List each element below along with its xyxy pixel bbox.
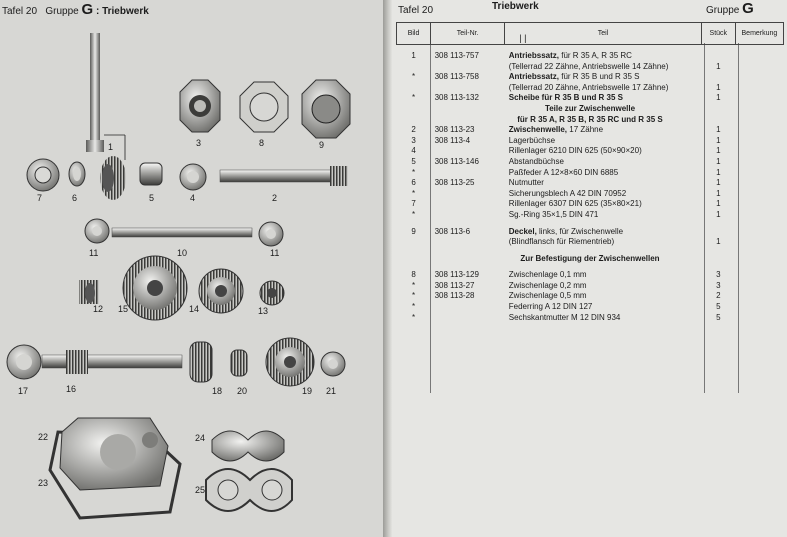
cell-bemerkung <box>735 125 783 136</box>
cell-teil-nr: 308 113-132 <box>434 93 479 103</box>
cell-teil <box>505 302 702 313</box>
header-bemerkung: Bemerkung <box>735 23 783 45</box>
cell-teil <box>505 313 702 324</box>
cell-bild <box>397 83 431 94</box>
part-19-gear <box>266 338 314 386</box>
cell-teil-nr <box>431 146 505 157</box>
cell-stueck: 1 <box>716 156 721 166</box>
callout-12: 12 <box>93 304 104 314</box>
callout-22: 22 <box>38 432 49 442</box>
part-10-shaft <box>112 228 252 237</box>
cell-stueck: 5 <box>716 302 721 312</box>
cell-teil-text: Rillenlager 6307 DIN 625 (35×80×21) <box>508 199 642 209</box>
cell-stueck <box>701 227 735 238</box>
cell-bild: * <box>411 93 416 103</box>
cell-teil-text: 17 Zähne <box>567 125 604 135</box>
cell-teil-bold: Scheibe für R 35 B und R 35 S <box>508 93 624 103</box>
cell-bild: 6 <box>411 178 416 188</box>
cell-teil-nr: 308 113-758 <box>434 72 479 82</box>
cell-bemerkung <box>735 237 783 248</box>
table-row <box>397 237 784 248</box>
callout-25: 25 <box>195 485 206 495</box>
callout-23: 23 <box>38 478 49 488</box>
cell-teil-nr <box>431 210 505 221</box>
cell-bild: * <box>411 209 416 219</box>
cell-teil <box>505 157 702 168</box>
cell-teil-nr: 308 113-6 <box>434 226 471 236</box>
table-row <box>397 178 784 189</box>
cell-stueck: 1 <box>716 237 721 247</box>
cell-bemerkung <box>735 136 783 147</box>
cell-teil <box>505 291 702 302</box>
cell-teil <box>505 189 702 200</box>
callout-16: 16 <box>66 384 77 394</box>
section-heading: für R 35 A, R 35 B, R 35 RC und R 35 S <box>517 114 663 124</box>
callout-20: 20 <box>237 386 248 396</box>
parts-illustration <box>0 18 383 537</box>
cell-bild: 8 <box>411 270 416 280</box>
cell-teil-text: für R 35 B und R 35 S <box>559 72 640 82</box>
cell-teil <box>505 72 702 83</box>
cell-stueck: 1 <box>716 93 721 103</box>
header-stueck: Stück <box>701 23 735 45</box>
cell-bild <box>397 237 431 248</box>
cell-bemerkung <box>735 146 783 157</box>
cell-teil-text: (Tellerrad 20 Zähne, Antriebswelle 17 Zähne) <box>508 82 669 92</box>
callout-11-left: 11 <box>89 248 99 258</box>
right-gruppe-letter: G <box>742 0 754 17</box>
cell-teil-nr: 308 113-146 <box>434 156 479 166</box>
cell-bild: 3 <box>411 135 416 145</box>
header-teil-mark: | | <box>519 33 527 43</box>
cell-stueck: 1 <box>716 146 721 156</box>
cell-teil-nr: 308 113-757 <box>434 51 479 60</box>
part-4-bearing <box>180 164 206 190</box>
cell-teil-nr <box>431 168 505 179</box>
cell-teil-nr <box>431 199 505 210</box>
cell-teil-text: links, für Zwischenwelle <box>536 226 624 236</box>
cell-teil-text: Rillenlager 6210 DIN 625 (50×90×20) <box>508 146 642 156</box>
part-9-cover <box>302 80 350 138</box>
cell-bemerkung <box>735 313 783 324</box>
cell-bild: 1 <box>411 51 416 60</box>
table-row <box>397 227 784 238</box>
cell-bemerkung <box>735 93 783 104</box>
section-heading-row <box>397 104 784 115</box>
cell-bemerkung <box>735 83 783 94</box>
cell-bemerkung <box>735 62 783 73</box>
part-11-bearing-left <box>85 219 109 243</box>
cell-stueck: 2 <box>716 291 721 301</box>
cell-teil <box>505 270 702 281</box>
cell-teil <box>505 125 702 136</box>
table-row <box>397 210 784 221</box>
cell-teil <box>505 93 702 104</box>
cell-teil <box>505 83 702 94</box>
table-row <box>397 93 784 104</box>
cell-teil-text: Federring A 12 DIN 127 <box>508 302 593 312</box>
right-gruppe-label: Gruppe <box>706 5 740 16</box>
cell-bemerkung <box>735 227 783 238</box>
table-row <box>397 51 784 62</box>
left-gruppe-label: Gruppe <box>45 6 79 17</box>
table-row <box>397 199 784 210</box>
cell-teil <box>505 136 702 147</box>
callout-8: 8 <box>259 138 265 148</box>
cell-stueck: 1 <box>716 125 721 135</box>
cell-bild: 2 <box>411 125 416 135</box>
part-20-gear <box>231 350 247 376</box>
callout-17: 17 <box>18 386 29 396</box>
header-teil-label: Teil <box>597 30 609 37</box>
cell-stueck: 3 <box>716 270 721 280</box>
table-row <box>397 168 784 179</box>
cell-teil <box>505 62 702 73</box>
callout-24: 24 <box>195 433 206 443</box>
cell-teil-bold: Antriebssatz, <box>508 72 559 82</box>
cell-teil-nr: 308 113-23 <box>434 125 475 135</box>
cell-teil-nr <box>431 313 505 324</box>
cell-stueck <box>701 72 735 83</box>
left-page-header <box>2 1 149 18</box>
right-page-title: Triebwerk <box>492 1 539 12</box>
cell-bild: 4 <box>411 146 416 156</box>
part-15-gear <box>123 256 187 320</box>
callout-5: 5 <box>149 193 155 203</box>
callout-4: 4 <box>190 193 196 203</box>
cell-teil-nr: 308 113-28 <box>434 291 475 301</box>
cell-bemerkung <box>735 157 783 168</box>
cell-teil-text: Abstandbüchse <box>508 156 564 166</box>
cell-teil <box>505 281 702 292</box>
cell-stueck: 1 <box>716 135 721 145</box>
cell-teil-bold: Deckel, <box>508 226 537 236</box>
part-3-bearing-bushing <box>180 80 220 132</box>
cell-teil-bold: Zwischenwelle, <box>508 125 568 135</box>
part-11-bearing-right <box>259 222 283 246</box>
table-row <box>397 146 784 157</box>
cell-stueck: 1 <box>716 82 721 92</box>
cell-teil <box>505 178 702 189</box>
callout-6: 6 <box>72 193 78 203</box>
section-heading: Zur Befestigung der Zwischenwellen <box>520 253 660 263</box>
cell-teil-nr: 308 113-129 <box>434 270 479 280</box>
cell-bemerkung <box>735 210 783 221</box>
cell-teil <box>505 51 702 62</box>
cell-teil <box>505 199 702 210</box>
cell-bemerkung <box>735 291 783 302</box>
left-section-title: : Triebwerk <box>95 6 149 17</box>
cell-bild: * <box>411 167 416 177</box>
cell-teil-text: Zwischenlage 0,5 mm <box>508 291 587 301</box>
right-tafel-label: Tafel 20 <box>398 5 434 16</box>
cell-teil-nr: 308 113-27 <box>434 280 475 290</box>
parts-table <box>396 22 784 323</box>
cell-bild <box>397 62 431 73</box>
table-row <box>397 302 784 313</box>
cell-stueck: 1 <box>716 61 721 71</box>
cell-bild: * <box>411 302 416 312</box>
right-gruppe-header <box>706 0 754 17</box>
cell-bemerkung <box>735 302 783 313</box>
header-teil <box>505 23 702 45</box>
part-1-drive-shaft <box>86 33 126 200</box>
cell-teil-nr: 308 113-4 <box>434 135 471 145</box>
cell-teil-text: (Blindflansch für Riementrieb) <box>508 237 615 247</box>
table-row <box>397 157 784 168</box>
cell-bemerkung <box>735 189 783 200</box>
table-row <box>397 62 784 73</box>
part-18-gear <box>190 342 212 382</box>
cell-stueck: 1 <box>716 178 721 188</box>
callout-7: 7 <box>37 193 43 203</box>
cell-teil-bold: Antriebssatz, <box>508 51 559 60</box>
cell-bild: 9 <box>411 226 416 236</box>
cell-stueck <box>701 51 735 62</box>
callout-9: 9 <box>319 140 325 150</box>
cell-teil <box>505 210 702 221</box>
section-heading-row <box>397 254 784 265</box>
section-heading-row <box>397 115 784 126</box>
part-7-bearing <box>27 159 59 191</box>
cell-bild: * <box>411 188 416 198</box>
cell-bild: * <box>411 291 416 301</box>
cell-stueck: 1 <box>716 188 721 198</box>
left-gruppe-letter: G <box>81 1 94 18</box>
cell-teil-text: Sg.-Ring 35×1,5 DIN 471 <box>508 209 599 219</box>
part-2-intermediate-shaft <box>220 166 348 186</box>
callout-3: 3 <box>196 138 202 148</box>
callout-13: 13 <box>258 306 269 316</box>
cell-teil-text: Sicherungsblech A 42 DIN 70952 <box>508 188 627 198</box>
cell-teil <box>505 237 702 248</box>
callout-1: 1 <box>108 142 114 152</box>
callout-21: 21 <box>326 386 337 396</box>
header-teil-nr: Teil-Nr. <box>431 23 505 45</box>
cell-stueck: 1 <box>716 199 721 209</box>
cell-bild: 7 <box>411 199 416 209</box>
cell-bemerkung <box>735 168 783 179</box>
table-row <box>397 125 784 136</box>
part-16-shaft <box>42 350 182 374</box>
cell-teil-text: Paßfeder A 12×8×60 DIN 6885 <box>508 167 619 177</box>
cell-teil-text: Nutmutter <box>508 178 544 188</box>
table-row <box>397 83 784 94</box>
cell-bild: * <box>411 312 416 322</box>
left-tafel-label: Tafel 20 <box>2 6 38 17</box>
header-bild: Bild <box>397 23 431 45</box>
callout-15: 15 <box>118 304 129 314</box>
cell-teil-text: Zwischenlage 0,1 mm <box>508 270 587 280</box>
cell-teil-nr <box>431 62 505 73</box>
table-header-row <box>397 23 784 45</box>
book-gutter <box>383 0 392 537</box>
callout-19: 19 <box>302 386 313 396</box>
part-22-cover <box>60 418 168 490</box>
part-24-cover <box>212 431 284 461</box>
cell-stueck: 3 <box>716 280 721 290</box>
cell-bemerkung <box>735 281 783 292</box>
part-8-shim <box>240 82 288 132</box>
cell-teil-nr <box>431 189 505 200</box>
cell-bild: 5 <box>411 156 416 166</box>
cell-bild: * <box>411 72 416 82</box>
parts-table-body <box>397 45 784 324</box>
table-row <box>397 291 784 302</box>
table-row <box>397 270 784 281</box>
cell-stueck: 5 <box>716 312 721 322</box>
callout-2: 2 <box>272 193 278 203</box>
table-row <box>397 136 784 147</box>
table-row <box>397 72 784 83</box>
part-13-gear <box>260 281 284 305</box>
cell-stueck: 1 <box>716 167 721 177</box>
part-6-nut <box>69 162 85 186</box>
table-row <box>397 189 784 200</box>
cell-teil-text: Zwischenlage 0,2 mm <box>508 280 587 290</box>
section-heading: Teile zur Zwischenwelle <box>544 103 636 113</box>
cell-bemerkung <box>735 270 783 281</box>
part-5-spacer <box>140 163 162 185</box>
part-17-bearing <box>7 345 41 379</box>
cell-teil <box>505 168 702 179</box>
cell-bild: * <box>411 280 416 290</box>
cell-teil <box>505 227 702 238</box>
cell-teil-text: (Tellerrad 22 Zähne, Antriebswelle 14 Zähne) <box>508 61 669 71</box>
callout-14: 14 <box>189 304 200 314</box>
cell-teil-text: Sechskantmutter M 12 DIN 934 <box>508 312 621 322</box>
cell-teil-text: Lagerbüchse <box>508 135 556 145</box>
cell-bemerkung <box>735 178 783 189</box>
cell-teil <box>505 146 702 157</box>
part-12-gear <box>79 280 99 304</box>
cell-teil-nr: 308 113-25 <box>434 178 475 188</box>
cell-teil-nr <box>431 237 505 248</box>
part-21-bearing <box>321 352 345 376</box>
table-row <box>397 313 784 324</box>
part-25-gasket <box>206 469 292 511</box>
part-14-gear <box>199 269 243 313</box>
cell-teil-nr <box>431 302 505 313</box>
callout-11-right: 11 <box>270 248 280 258</box>
cell-teil-nr <box>431 83 505 94</box>
cell-bemerkung <box>735 72 783 83</box>
callout-18: 18 <box>212 386 223 396</box>
cell-teil-text: für R 35 A, R 35 RC <box>559 51 632 60</box>
table-row <box>397 281 784 292</box>
callout-10: 10 <box>177 248 188 258</box>
cell-bemerkung <box>735 51 783 62</box>
cell-stueck: 1 <box>716 209 721 219</box>
cell-bemerkung <box>735 199 783 210</box>
